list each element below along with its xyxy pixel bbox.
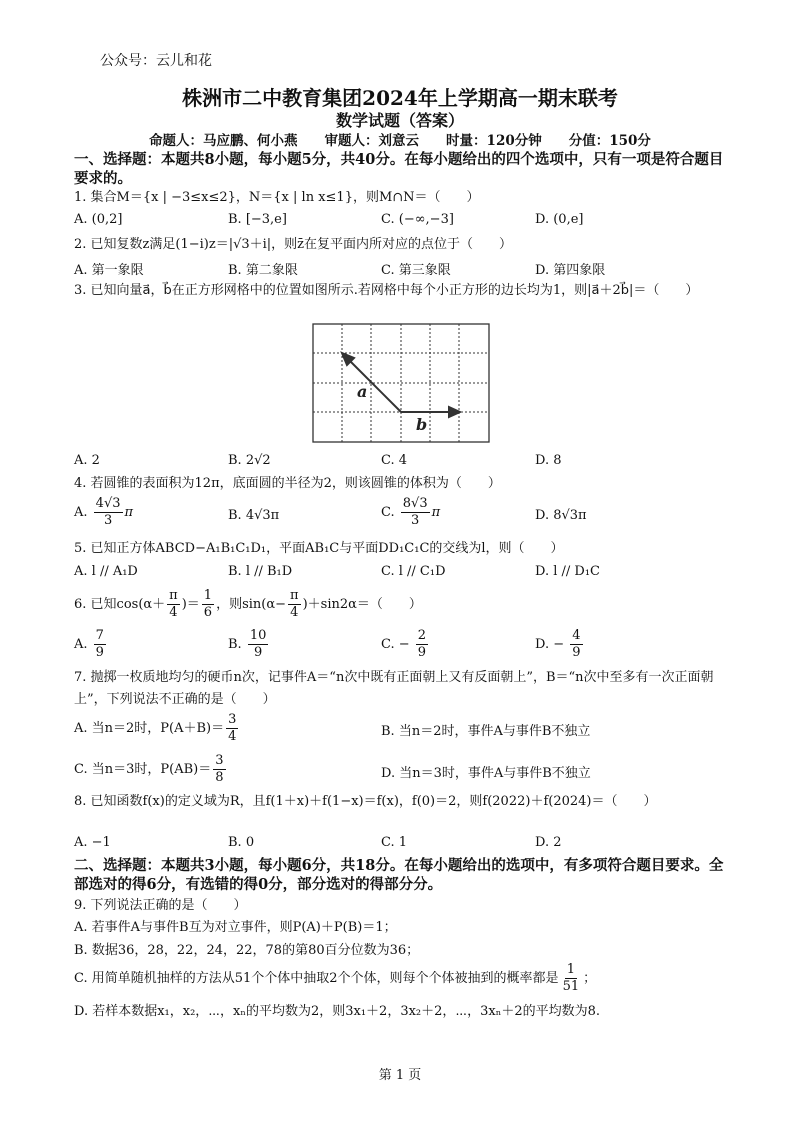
q9-c-suffix: ；	[583, 971, 597, 986]
q6-b-prefix: B.	[228, 637, 242, 652]
q5-option-a: A. l // A₁D	[74, 564, 138, 579]
exam-meta: 命题人：马应鹏、何小燕 审题人：刘意云 时量：120分钟 分值：150分	[149, 133, 651, 149]
q2-option-b: B. 第二象限	[228, 263, 298, 278]
q3-option-c: C. 4	[381, 453, 408, 468]
q6-a-prefix: A.	[74, 637, 88, 652]
q4-stem: 4. 若圆锥的表面积为12π，底面圆的半径为2，则该圆锥的体积为（ ）	[74, 476, 501, 491]
q7-c-fraction	[213, 753, 225, 786]
q8-stem: 8. 已知函数f(x)的定义域为R，且f(1＋x)＋f(1−x)＝f(x)，f(0)＝2，则f(2022)＋f(2024)＝（ ）	[74, 794, 657, 809]
q5-option-c: C. l // C₁D	[381, 564, 446, 579]
q5-option-b: B. l // B₁D	[228, 564, 293, 579]
q1-stem: 1. 集合M＝{x | −3≤x≤2}，N＝{x | ln x≤1}，则M∩N＝（ ）	[74, 190, 480, 205]
q4-c-fraction	[401, 496, 430, 529]
q8-option-d: D. 2	[535, 835, 562, 850]
section-2-heading: 二、选择题：本题共3小题，每小题6分，共18分。在每小题给出的选项中，有多项符合题目要求。全部选对的得6分，有选错的得0分，部分选对的得部分分。	[74, 857, 724, 893]
q7-c-num: 3	[215, 753, 224, 768]
q7-a-num: 3	[228, 712, 237, 727]
q6-pi-b: π	[290, 588, 299, 603]
q2-option-a: A. 第一象限	[74, 263, 144, 278]
page-subtitle: 数学试题（答案）	[335, 111, 464, 130]
q4-a-suffix: π	[124, 505, 134, 520]
q4-c-prefix: C.	[381, 505, 395, 520]
q6-stem-mid: )＝	[181, 597, 200, 612]
q6-four-b: 4	[290, 605, 299, 620]
q1-option-a: A. (0,2]	[74, 212, 123, 227]
q4-a-prefix: A.	[74, 505, 88, 520]
q7-a-fraction	[226, 712, 238, 745]
q7-a-prefix: A. 当n＝2时，P(A＋B)＝	[74, 721, 225, 736]
q6-d-num: 4	[572, 628, 581, 643]
q7-c-den: 8	[215, 770, 224, 785]
q6-c-fraction	[416, 628, 428, 661]
q4-c-suffix: π	[431, 505, 441, 520]
page-number: 第 1 页	[378, 1068, 422, 1083]
q6-a-fraction	[94, 628, 106, 661]
q6-stem-suffix: )＋sin2α＝（ ）	[302, 597, 422, 612]
q6-option-d	[535, 628, 585, 661]
q6-b-num: 10	[249, 628, 267, 643]
q1-option-b: B. [−3,e]	[228, 212, 287, 227]
q4-option-d: D. 8√3π	[535, 508, 587, 523]
vector-grid-figure	[312, 323, 490, 443]
q2-stem: 2. 已知复数z满足(1−i)z＝|√3＋i|，则z̄在复平面内所对应的点位于（ ）	[74, 237, 513, 252]
q6-one: 1	[203, 588, 213, 603]
q6-pi-over-4-a	[167, 588, 180, 621]
q7-stem: 7. 抛掷一枚质地均匀的硬币n次，记事件A＝“n次中既有正面朝上又有反面朝上”，B＝“n次中至多有一次正面朝上”，下列说法不正确的是（ ）	[74, 670, 714, 707]
q8-option-c: C. 1	[381, 835, 408, 850]
q3-option-b: B. 2√2	[228, 453, 271, 468]
q6-four-a: 4	[169, 605, 178, 620]
page-title: 株洲市二中教育集团2024年上学期高一期末联考	[182, 86, 618, 110]
q9-c-den: 51	[562, 979, 580, 994]
q9-c-prefix: C. 用简单随机抽样的方法从51个个体中抽取2个个体，则每个个体被抽到的概率都是	[74, 971, 559, 986]
q5-option-d: D. l // D₁C	[535, 564, 600, 579]
q4-option-b: B. 4√3π	[228, 508, 280, 523]
q8-option-a: A. −1	[74, 835, 111, 850]
q4-a-den: 3	[103, 513, 113, 528]
q6-stem-mid2: ，则sin(α−	[216, 597, 287, 612]
q7-a-den: 4	[228, 729, 237, 744]
q6-c-den: 9	[417, 645, 427, 660]
q3-option-a: A. 2	[74, 453, 100, 468]
q3-stem: 3. 已知向量a⃗，b⃗在正方形网格中的位置如图所示.若网格中每个小正方形的边长均为1，则|a⃗＋2b⃗|＝（ ）	[74, 283, 699, 298]
q6-b-den: 9	[253, 645, 263, 660]
q5-stem: 5. 已知正方体ABCD−A₁B₁C₁D₁，平面AB₁C与平面DD₁C₁C的交线为l，则（ ）	[74, 541, 564, 556]
q7-option-d: D. 当n＝3时，事件A与事件B不独立	[381, 766, 591, 781]
q6-d-den: 9	[572, 645, 581, 660]
q6-stem-prefix: 6. 已知cos(α＋	[74, 597, 166, 612]
q7-option-a	[74, 712, 240, 745]
q2-option-c: C. 第三象限	[381, 263, 451, 278]
q4-option-c	[381, 496, 440, 529]
q6-one-sixth	[202, 588, 214, 621]
q6-d-fraction	[570, 628, 582, 661]
q6-d-prefix: D. −	[535, 637, 565, 652]
q6-stem	[74, 588, 422, 621]
q6-c-prefix: C. −	[381, 637, 410, 652]
q6-pi-over-4-b	[288, 588, 301, 621]
q4-a-num: 4√3	[95, 496, 121, 511]
q9-stem: 9. 下列说法正确的是（ ）	[74, 898, 247, 913]
q4-option-a	[74, 496, 133, 529]
q9-c-num: 1	[566, 962, 575, 977]
q6-option-c	[381, 628, 430, 661]
q9-option-b: B. 数据36，28，22，24，22，78的第80百分位数为36；	[74, 943, 420, 958]
vector-a-label: a	[357, 382, 368, 401]
q2-option-d: D. 第四象限	[535, 263, 606, 278]
q4-a-fraction	[94, 496, 123, 529]
q4-c-den: 3	[411, 513, 420, 528]
q9-option-d: D. 若样本数据x₁，x₂，⋯，xₙ的平均数为2，则3x₁＋2，3x₂＋2，⋯，3xₙ＋2的平均数为8.	[74, 1004, 601, 1019]
q6-a-den: 9	[95, 645, 104, 660]
q9-c-fraction	[561, 962, 582, 995]
q9-option-c	[74, 962, 596, 995]
q6-pi-a: π	[169, 588, 178, 603]
section-1-heading: 一、选择题：本题共8小题，每小题5分，共40分。在每小题给出的四个选项中，只有一项是符合题目要求的。	[74, 151, 724, 187]
q7-c-prefix: C. 当n＝3时，P(AB)＝	[74, 762, 212, 777]
q4-c-num: 8√3	[402, 496, 428, 511]
grid	[313, 324, 489, 442]
q6-six: 6	[203, 605, 213, 620]
q6-a-num: 7	[95, 628, 104, 643]
q6-b-fraction	[248, 628, 269, 661]
q6-option-b	[228, 628, 270, 661]
q6-option-a	[74, 628, 108, 661]
q1-option-d: D. (0,e]	[535, 212, 584, 227]
watermark: 公众号：云儿和花	[100, 53, 212, 69]
q7-option-c	[74, 753, 228, 786]
vector-b-label: b	[416, 415, 428, 434]
q8-option-b: B. 0	[228, 835, 255, 850]
q7-option-b: B. 当n＝2时，事件A与事件B不独立	[381, 724, 591, 739]
q3-option-d: D. 8	[535, 453, 562, 468]
q9-option-a: A. 若事件A与事件B互为对立事件，则P(A)＋P(B)＝1；	[74, 920, 397, 935]
q1-option-c: C. (−∞,−3]	[381, 212, 454, 227]
q6-c-num: 2	[417, 628, 427, 643]
